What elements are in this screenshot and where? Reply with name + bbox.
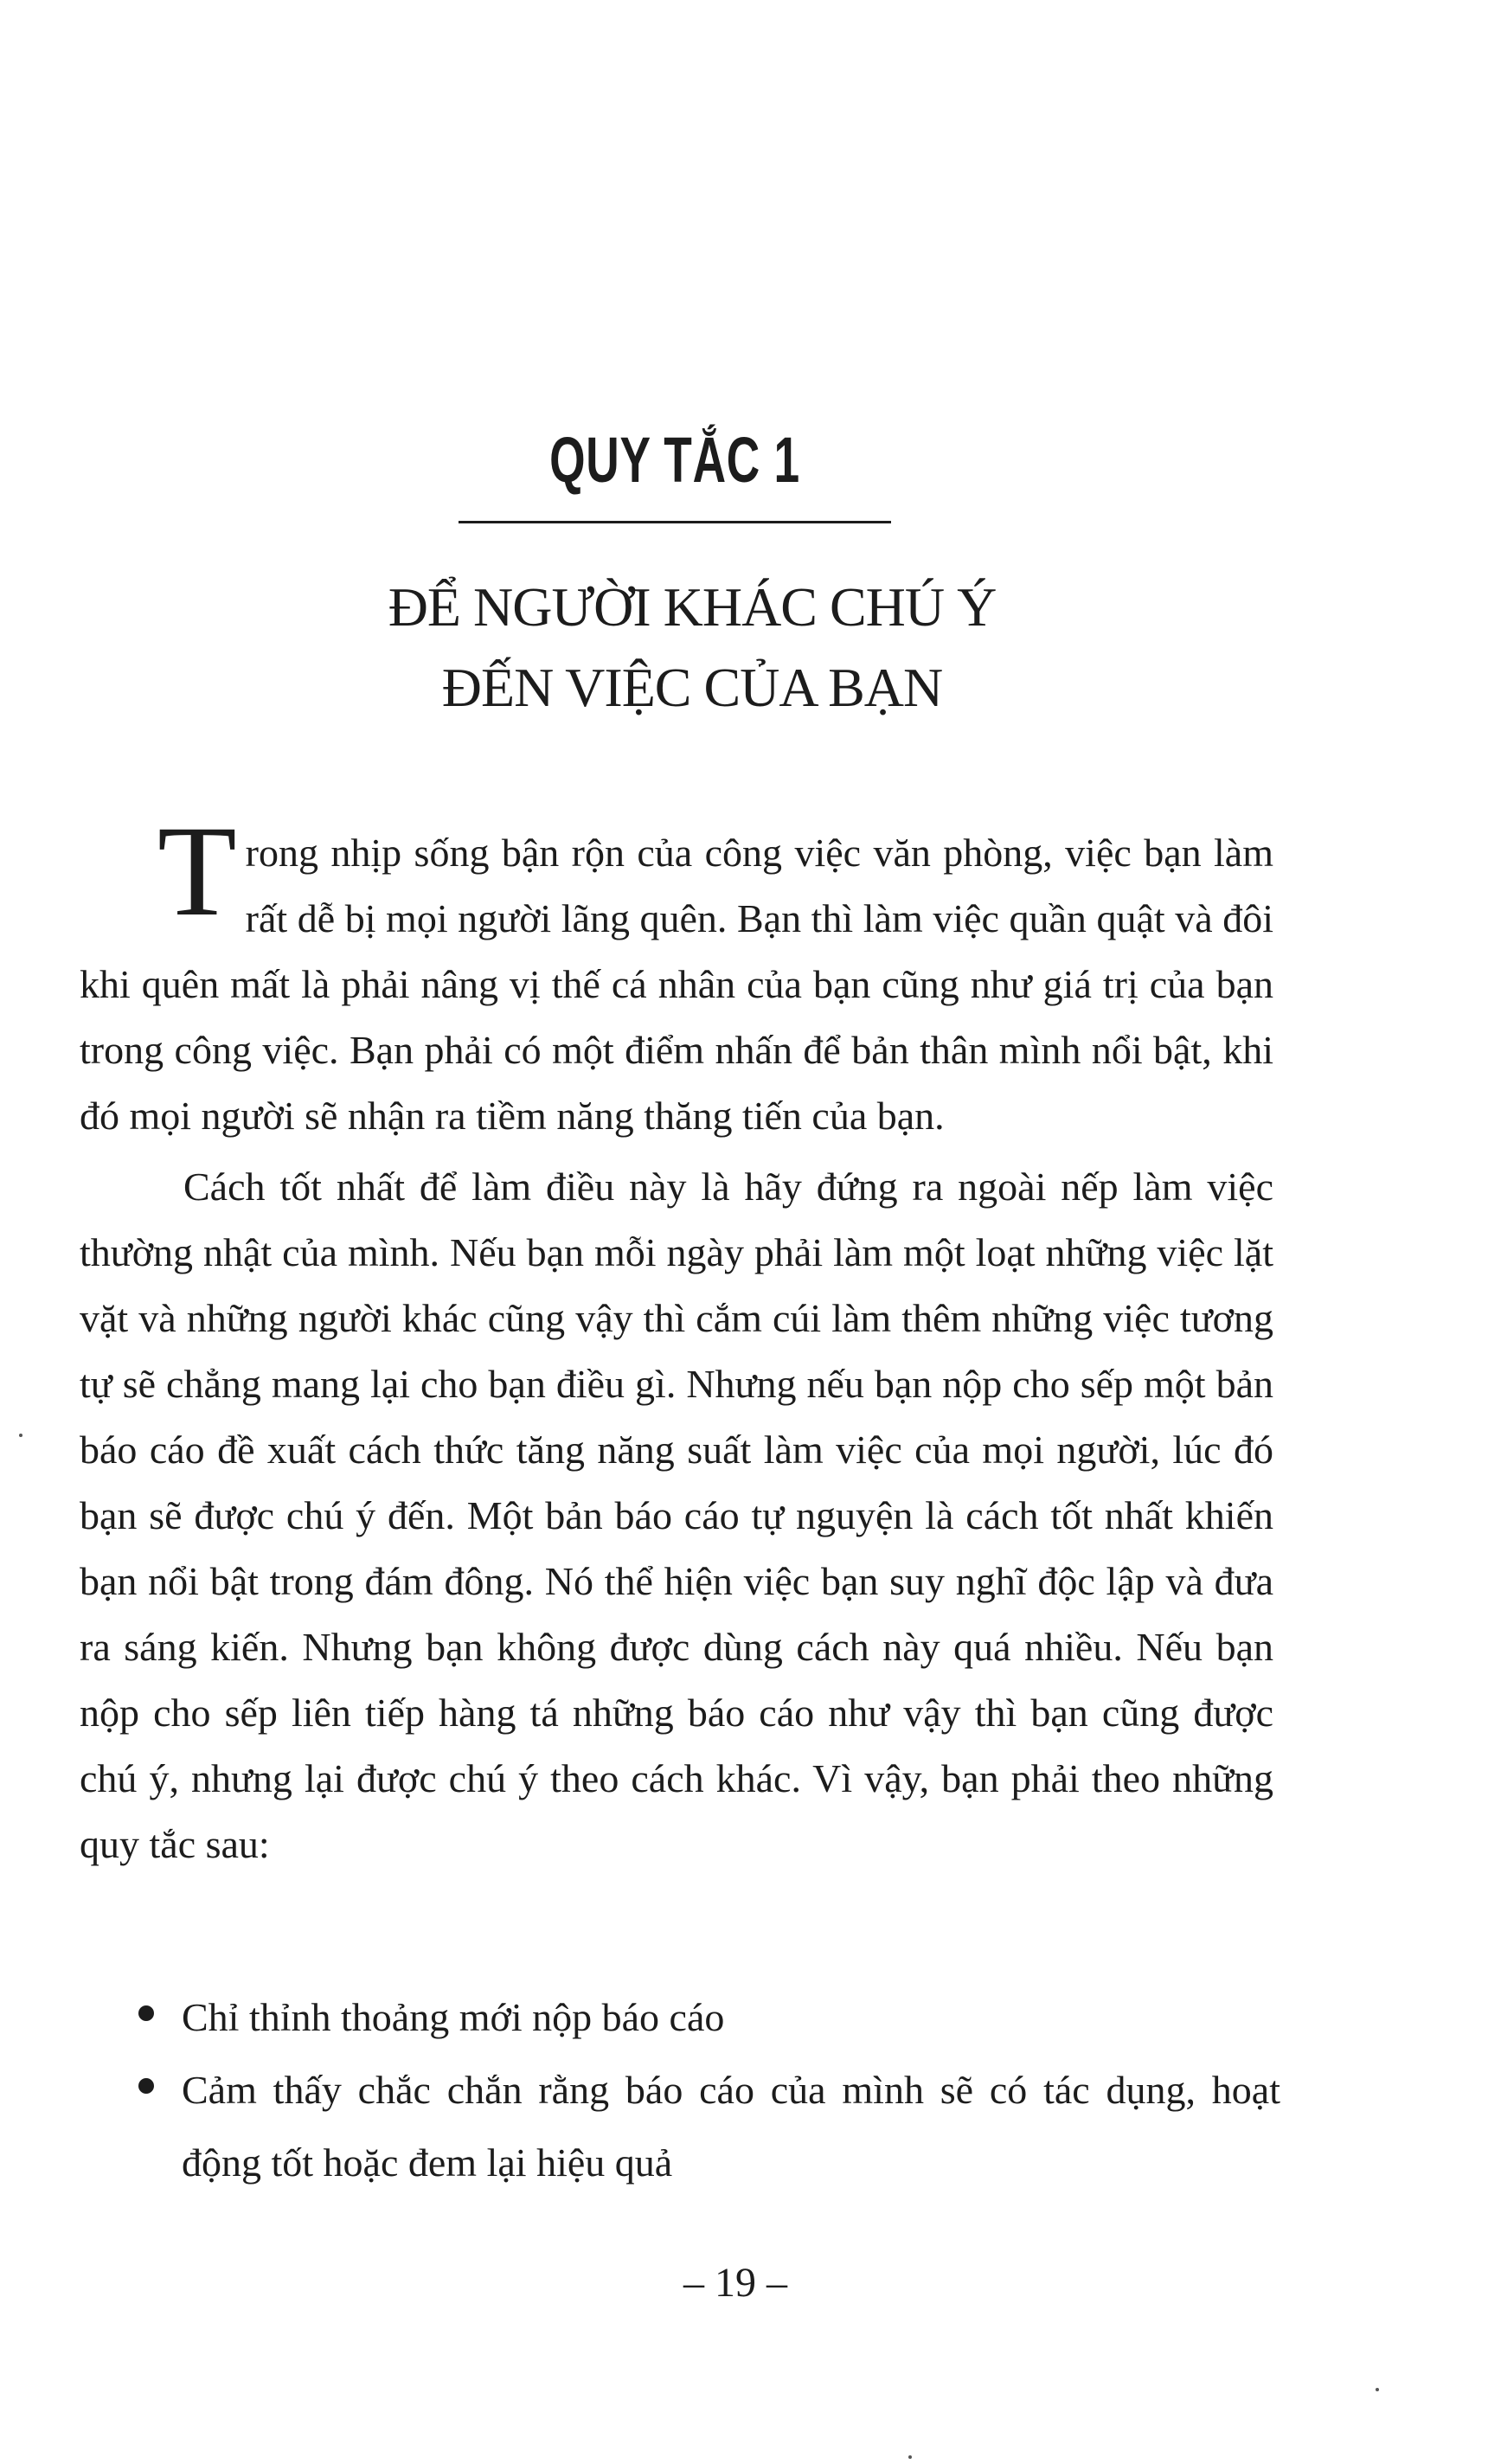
paragraph-1-text: rong nhịp sống bận rộn của công việc văn phòng, việc bạn làm rất dễ bị mọi người lãng quên. Bạn thì làm việc quần quật và đôi khi quên mất là phải nâng vị thế cá nhân của bạn cũng như giá trị của bạn trong công việc. Bạn phải có một điểm nhấn để bản thân mình nổi bật, khi đó mọi người sẽ nhận ra tiềm năng thăng tiến của bạn. [80,831,1273,1138]
rule-heading: QUY TẮC 1 [549,424,800,496]
paragraph-2 [80,1154,1273,1877]
chapter-title-line-1: ĐỂ NGƯỜI KHÁC CHÚ Ý [388,576,997,638]
list-item [130,1981,1280,2054]
scan-speck [19,1434,22,1437]
paragraph-2-text: Cách tốt nhất để làm điều này là hãy đứng ra ngoài nếp làm việc thường nhật của mình. Nếu bạn mỗi ngày phải làm một loạt những việc lặt vặt và những người khác cũng vậy thì cắm cúi làm thêm những việc tương tự sẽ chẳng mang lại cho bạn điều gì. Nhưng nếu bạn nộp cho sếp một bản báo cáo đề xuất cách thức tăng năng suất làm việc của mọi người, lúc đó bạn sẽ được chú ý đến. Một bản báo cáo tự nguyện là cách tốt nhất khiến bạn nổi bật trong đám đông. Nó thể hiện việc bạn suy nghĩ độc lập và đưa ra sáng kiến. Nhưng bạn không được dùng cách này quá nhiều. Nếu bạn nộp cho sếp liên tiếp hàng tá những báo cáo như vậy thì bạn cũng được chú ý, nhưng lại được chú ý theo cách khác. Vì vậy, bạn phải theo những quy tắc sau: [80,1165,1273,1866]
bullet-icon [138,2078,154,2094]
scan-speck [908,2455,912,2459]
list-item [130,2054,1280,2199]
list-item-text: Cảm thấy chắc chắn rằng báo cáo của mình sẽ có tác dụng, hoạt động tốt hoặc đem lại hiệu quả [182,2068,1280,2185]
bullet-icon [138,2005,154,2021]
scan-speck [1376,2388,1379,2391]
rules-list [130,1981,1280,2199]
list-item-text: Chỉ thỉnh thoảng mới nộp báo cáo [182,1995,725,2039]
chapter-title-line-2: ĐẾN VIỆC CỦA BẠN [441,657,943,718]
heading-divider [459,521,891,523]
drop-cap: T [157,799,237,943]
paragraph-1 [80,799,1273,1149]
page-number: – 19 – [683,2260,787,2306]
